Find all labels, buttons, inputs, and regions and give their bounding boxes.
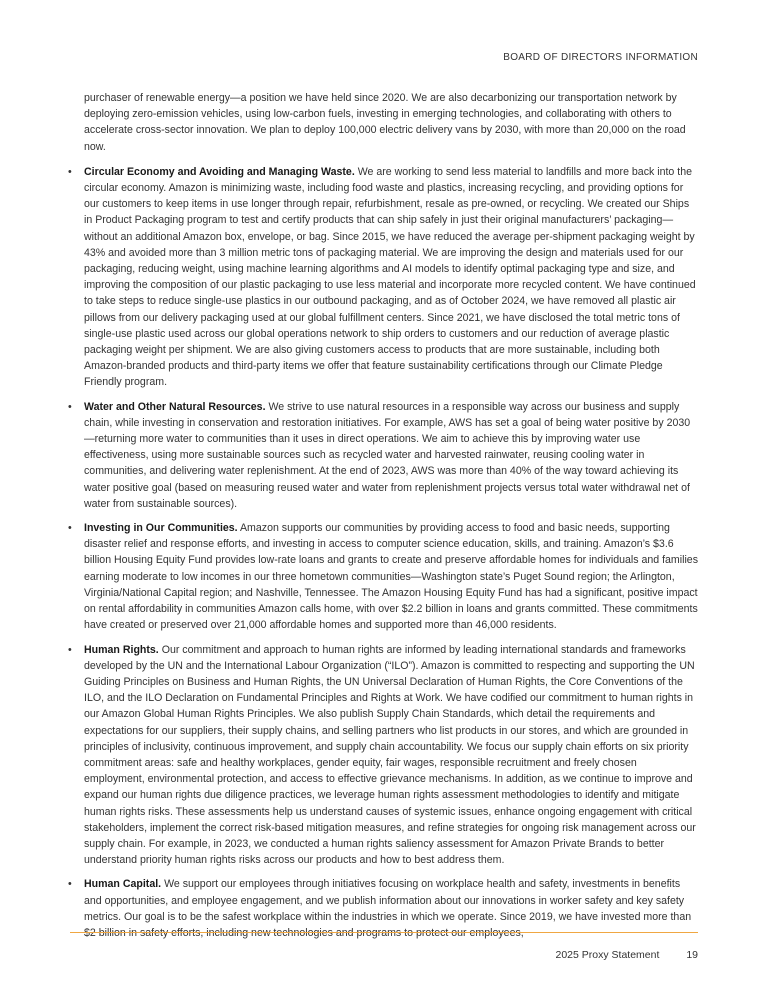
document-name: 2025 Proxy Statement (555, 949, 660, 961)
list-item-water-resources (84, 399, 700, 512)
bullet-text: Amazon supports our communities by providing access to food and basic needs, supporting disaster relief and response efforts, and investing in access to computer science education, skills, and training. Amazon’s $3.6 billion Housing Equity Fund provides low-rate loans and grants to create and preserve affordable homes for individuals and families earning moderate to low incomes in our three hometown communities—Washington state’s Puget Sound region; the Arlington, Virginia/National Capital region; and Nashville, Tennessee. The Amazon Housing Equity Fund has had a significant, positive impact on rental affordability in communities Amazon calls home, with over $2.2 billion in loans and grants committed. These commitments have created or preserved over 21,000 affordable homes and supported more than 46,000 residents. (84, 522, 698, 632)
list-item-communities (84, 520, 700, 633)
bullet-text: We are working to send less material to landfills and more back into the circular economy. Amazon is minimizing waste, including food waste and plastics, increasing recycling, and providing options for our customers to keep items in use longer through repair, refurbishment, resale as pre-owned, or recycling. We created our Ships in Product Packaging program to test and certify products that can ship safely in just their original manufacturers’ packaging—without an additional Amazon box, envelope, or bag. Since 2015, we have reduced the average per-shipment packaging weight by 43% and avoided more than 3 million metric tons of packaging material. We are improving the design and materials used for our packaging, reducing weight, using machine learning algorithms and AI models to identify optimal packaging type and size, and improving the composition of our plastic packaging to use less material and incorporate more recycled content. We have continued to take steps to reduce single-use plastics in our outbound packaging, and as of October 2024, we have removed all plastic air pillows from our delivery packaging used at our global fulfillment centers. Since 2021, we have disclosed the total metric tons of single-use plastic used across our global operations network to ship orders to customers and our reduction of average plastic packaging weight per shipment. We are also giving customers access to products that are more sustainable, including both Amazon-branded products and third-party items we offer that feature sustainability certifications through our Climate Pledge Friendly program. (84, 165, 696, 389)
intro-paragraph: purchaser of renewable energy—a position we have held since 2020. We are also decarbonizing our transportation network by deploying zero-emission vehicles, using low-carbon fuels, investing in emerging technologies, and collaborating with others to accelerate cross-sector innovation. We plan to deploy 100,000 electric delivery vans by 2030, with more than 20,000 on the road now. (84, 92, 686, 153)
document-body (84, 90, 700, 949)
topic-list (84, 164, 700, 941)
bullet-text: We strive to use natural resources in a responsible way across our business and supply chain, while investing in conservation and restoration initiatives. For example, AWS has set a goal of being water positive by 2030—returning more water to communities than it uses in direct operations. We aim to achieve this by improving water use effectiveness, using more sustainable sources such as recycled water and harvested rainwater, reusing cooling water in communities, and delivering water replenishment. At the end of 2023, AWS was more than 40% of the way toward achieving its water positive goal (based on measuring reused water and water from replenishment projects versus total water withdrawal net of water from sustainable sources). (84, 400, 691, 510)
section-header: BOARD OF DIRECTORS INFORMATION (503, 52, 698, 63)
bullet-title: Water and Other Natural Resources. (84, 400, 266, 413)
bullet-text: Our commitment and approach to human rights are informed by leading international standards and frameworks developed by the UN and the International Labour Organization (“ILO”). Amazon is committed to respecting and supporting the UN Guiding Principles on Business and Human Rights, the UN Universal Declaration of Human Rights, the Core Conventions of the ILO, and the ILO Declaration on Fundamental Principles and Rights at Work. We have codified our commitment to human rights in our Amazon Global Human Rights Principles. We also publish Supply Chain Standards, which detail the requirements and expectations for our suppliers, their supply chains, and selling partners who list products in our stores, and which are grounded in principles of inclusivity, continuous improvement, and supply chain accountability. We focus our supply chain efforts on six priority commitment areas: safe and healthy workplaces, gender equity, fair wages, responsible recruitment and freely chosen employment, environmental protection, and access to effective grievance mechanisms. In addition, as we continue to improve and expand our human rights due diligence practices, we leverage human rights assessment methodologies to identify and mitigate human rights risks. These assessments help us understand causes of systemic issues, enhance ongoing engagement with critical stakeholders, implement the correct risk-based mitigation measures, and refine strategies for ongoing risk management across our supply chain. For example, in 2023, we conducted a human rights saliency assessment for Amazon Private Brands to better understand priority human rights risks across our products and how to best address them. (84, 643, 696, 867)
page-footer (555, 949, 698, 961)
bullet-title: Investing in Our Communities. (84, 522, 238, 535)
bullet-title: Circular Economy and Avoiding and Managing Waste. (84, 165, 355, 178)
bullet-text: We support our employees through initiatives focusing on workplace health and safety, investments in benefits and opportunities, and employee engagement, and we publish information about our innovations in worker safety and key safety metrics. Our goal is to be the safest workplace within the industries in which we operate. Since 2019, we have invested more than $2 billion in safety efforts, including new technologies and programs to protect our employees, (84, 878, 692, 939)
page-number: 19 (686, 949, 698, 961)
bullet-title: Human Rights. (84, 643, 159, 656)
list-item-human-rights (84, 642, 700, 869)
footer-divider (70, 932, 698, 933)
bullet-title: Human Capital. (84, 878, 162, 891)
list-item-circular-economy (84, 164, 700, 391)
